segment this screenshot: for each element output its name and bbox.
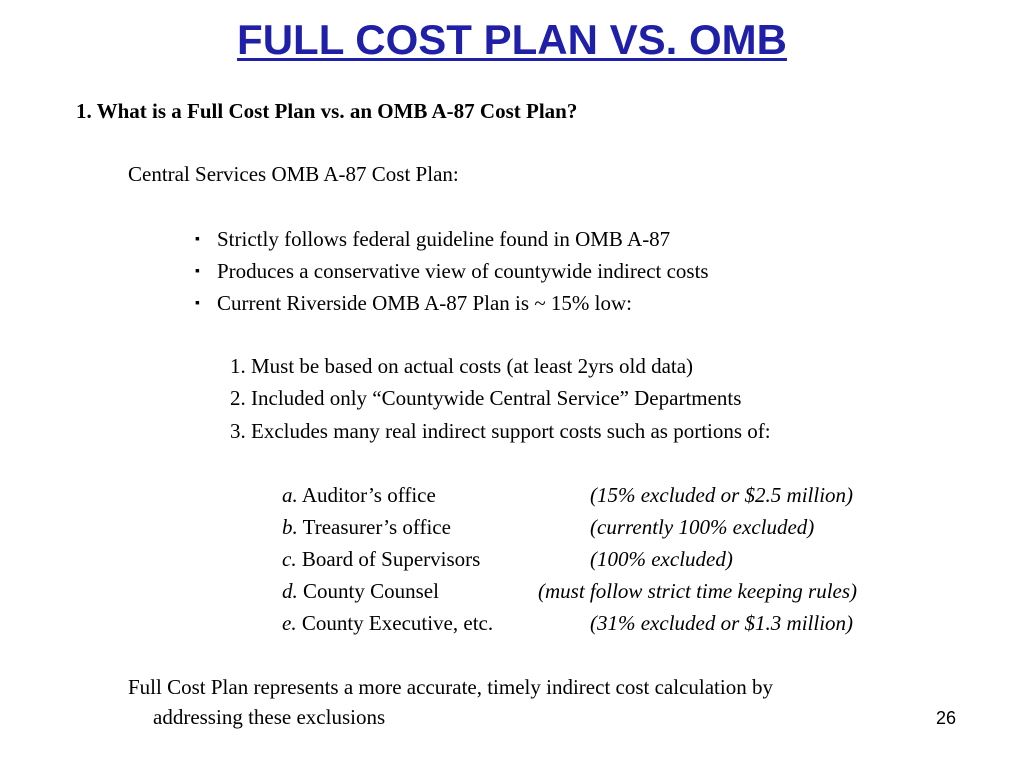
exclusion-letter: e. <box>282 611 297 635</box>
bullet-text: Current Riverside OMB A-87 Plan is ~ 15% low: <box>217 291 633 315</box>
exclusion-note: (currently 100% excluded) <box>590 515 815 539</box>
slide-title: FULL COST PLAN VS. OMB <box>237 16 787 63</box>
exclusion-note: (must follow strict time keeping rules) <box>538 579 858 603</box>
bullet-item <box>195 290 632 317</box>
summary-line-1: Full Cost Plan represents a more accurate, timely indirect cost calculation by <box>128 675 773 699</box>
exclusion-letter: a. <box>282 483 298 507</box>
numbered-item: 3. Excludes many real indirect support costs such as portions of: <box>230 419 771 443</box>
exclusion-letter: b. <box>282 515 298 539</box>
question-heading: 1. What is a Full Cost Plan vs. an OMB A-87 Cost Plan? <box>76 99 578 123</box>
exclusion-item <box>282 482 854 508</box>
exclusion-item <box>282 610 854 636</box>
exclusion-item <box>282 514 815 540</box>
exclusion-note: (15% excluded or $2.5 million) <box>590 483 854 507</box>
bullet-text: Produces a conservative view of countywide indirect costs <box>217 259 709 283</box>
square-bullet-icon: ▪ <box>195 296 200 311</box>
summary-line-2: addressing these exclusions <box>153 705 386 729</box>
numbered-item: 1. Must be based on actual costs (at least 2yrs old data) <box>230 354 694 378</box>
exclusion-note: (100% excluded) <box>590 547 733 571</box>
exclusion-name: Board of Supervisors <box>301 547 481 571</box>
bullet-item <box>195 226 670 253</box>
subheading: Central Services OMB A-87 Cost Plan: <box>128 162 459 186</box>
exclusion-name: Treasurer’s office <box>302 515 451 539</box>
page-number: 26 <box>936 708 957 728</box>
exclusion-name: County Counsel <box>303 579 439 603</box>
exclusion-note: (31% excluded or $1.3 million) <box>590 611 854 635</box>
exclusion-name: County Executive, etc. <box>301 611 494 635</box>
exclusion-name: Auditor’s office <box>301 483 436 507</box>
exclusion-letter: d. <box>282 579 298 603</box>
exclusion-item <box>282 546 733 572</box>
exclusion-item <box>282 578 858 604</box>
bullet-text: Strictly follows federal guideline found in OMB A-87 <box>217 227 671 251</box>
numbered-item: 2. Included only “Countywide Central Service” Departments <box>230 386 742 410</box>
bullet-item <box>195 258 709 285</box>
exclusion-letter: c. <box>282 547 297 571</box>
square-bullet-icon: ▪ <box>195 232 200 247</box>
square-bullet-icon: ▪ <box>195 264 200 279</box>
